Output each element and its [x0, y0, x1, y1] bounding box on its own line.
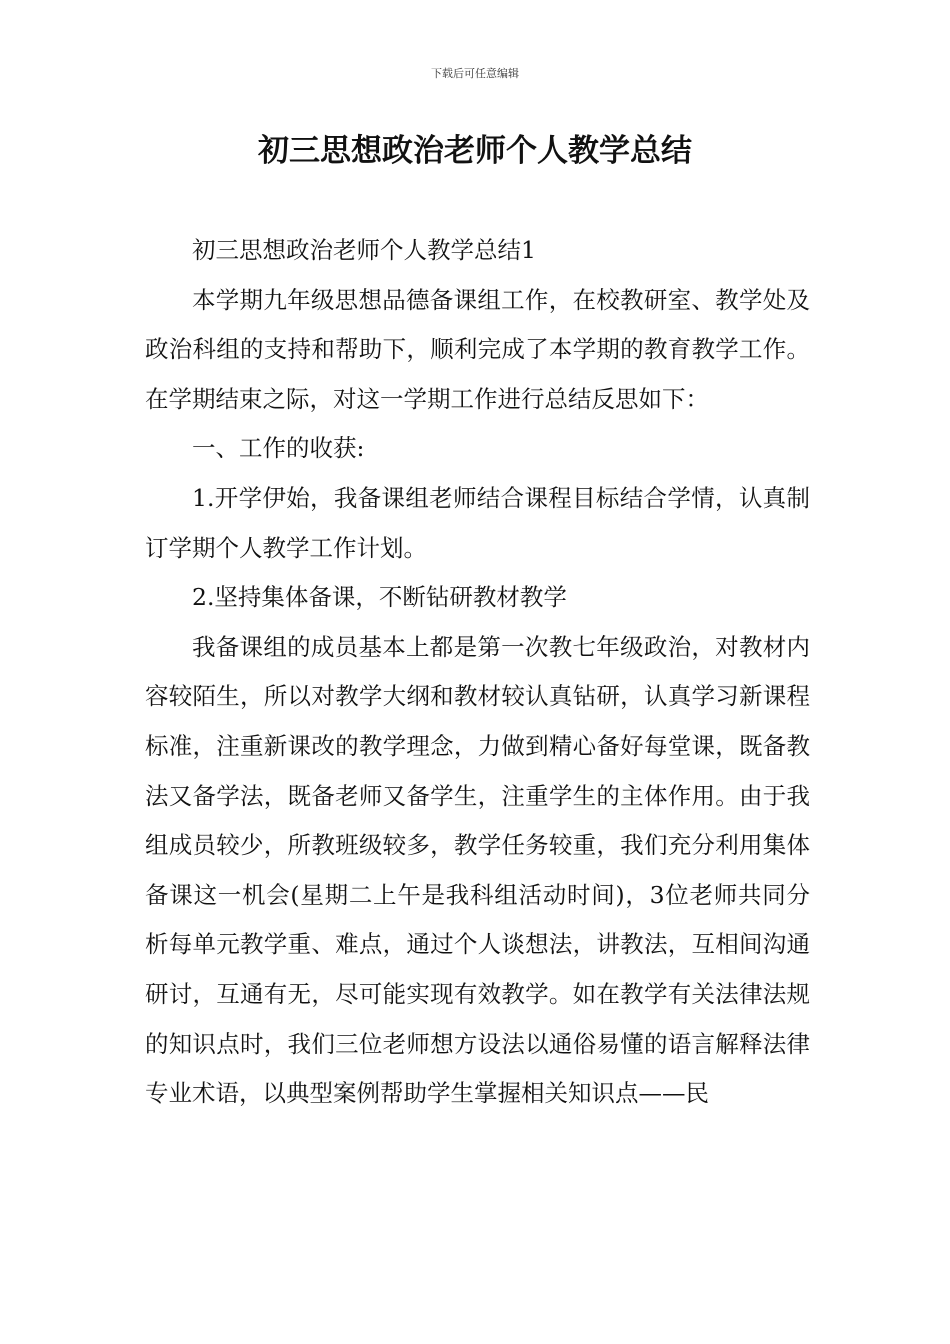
header-note: 下载后可任意编辑: [431, 67, 519, 80]
paragraph-item-1: 1.开学伊始，我备课组老师结合课程目标结合学情，认真制订学期个人教学工作计划。: [145, 483, 810, 562]
paragraph-item-2: 2.坚持集体备课，不断钻研教材教学: [192, 583, 567, 612]
paragraph-detail: 我备课组的成员基本上都是第一次教七年级政治，对教材内容较陌生，所以对教学大纲和教材较认真钻研，认真学习新课程标准，注重新课改的教学理念，力做到精心备好每堂课，既备教法又备学法，既备老师又备学生，注重学生的主体作用。由于我组成员较少，所教班级较多，教学任务较重，我们充分利用集体备课这一机会(星期二上午是我科组活动时间)，3位老师共同分析每单元教学重、难点，通过个人谈想法，讲教法，互相间沟通研讨，互通有无，尽可能实现有效教学。如在教学有关法律法规的知识点时，我们三位老师想方设法以通俗易懂的语言解释法律专业术语，以典型案例帮助学生掌握相关知识点——民: [145, 632, 810, 1108]
paragraph-intro: 本学期九年级思想品德备课组工作，在校教研室、教学处及政治科组的支持和帮助下，顺利完成了本学期的教育教学工作。在学期结束之际，对这一学期工作进行总结反思如下：: [145, 285, 810, 413]
section-heading: 初三思想政治老师个人教学总结1: [192, 236, 536, 264]
subheading-gains: 一、工作的收获:: [192, 434, 365, 463]
document-title: 初三思想政治老师个人教学总结: [258, 133, 692, 169]
document-body: [145, 226, 810, 1119]
